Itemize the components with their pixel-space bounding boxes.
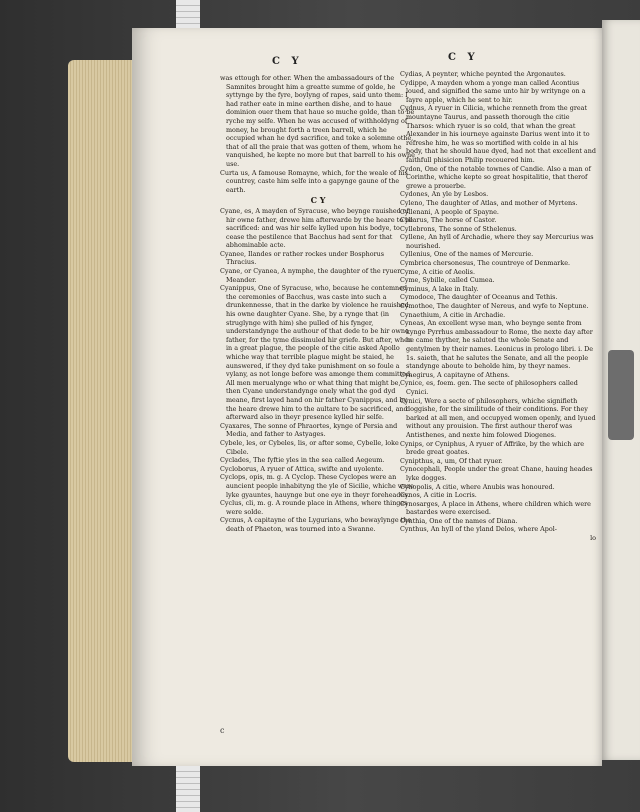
dictionary-entry: Cynici, Were a secte of philosophers, whiche signifieth doggishe, for the similitude of their conditions. For they barked at all men, and occupyed women openly, and lyued without any prouision. The first authour therof was Antisthenes, and nexte him folowed Diogenes. xyxy=(400,396,596,439)
dictionary-entry: Cynthia, One of the names of Diana. xyxy=(400,516,518,525)
dictionary-entry: Cynthus, An hyll of the yland Delos, where Apol- xyxy=(400,525,557,534)
dictionary-entry: Cycloborus, A ryuer of Attica, swifte and uyolente. xyxy=(220,464,384,473)
dictionary-entry: Cyllenani, A people of Spayne. xyxy=(400,207,499,216)
dictionary-entry: Cyllarus, The horse of Castor. xyxy=(400,216,497,225)
dictionary-entry: Cyme, A citie of Aeolis. xyxy=(400,267,475,276)
dictionary-entry: Cyaxares, The sonne of Phraortes, kynge of Persia and Media, and father to Astyages. xyxy=(220,421,398,439)
catchword: lo xyxy=(590,534,596,543)
dictionary-entry: Cyanippus, One of Syracuse, who, because he contemned the ceremonies of Bacchus, was caste into such a drunkennesse, that in the darke by violence he rauished his owne daughter Cyane. She, by a rynge that (in struglynge with him) she pulled of his fynger, understandynge the authour of that dede to be hir owne father, for the tyme dissimuled hir griefe. But after, when in a great plague, the people of the citie asked Apollo whiche way that terrible plague might be staied, he aunswered, if they dyd take punishment on so foule a vylany, as not longe before was amonge them committed. All men merualynge who or what thing that might be, then Cyane understandynge onely what the god dyd meane, first layed hand on hir father Cyanippus, and by the heare drewe him to the aultare to be sacrificed, and afterward also in theyr presence kylled hir selfe. xyxy=(220,284,413,422)
dictionary-entry: Cyme, Sybille, called Cumea. xyxy=(400,276,495,285)
left-column xyxy=(220,74,416,533)
dictionary-entry: Cydon, One of the notable townes of Candie. Also a man of Corinthe, whiche kepte so great hospitalitie, that therof grewe a prouerbe. xyxy=(400,164,591,190)
book-clip xyxy=(608,350,634,440)
dictionary-entry: Cymbrica chersonesus, The countreye of Denmarke. xyxy=(400,259,571,268)
dictionary-entry: Cyclops, opis, m. g. A Cyclop. These Cyclopes were an auncient people inhabityng the yle of Sicilie, whiche were lyke gyauntes, hauynge but one eye in theyr foreheades. xyxy=(220,473,414,499)
dictionary-entry: Cyminus, A lake in Italy. xyxy=(400,284,479,293)
right-column xyxy=(400,70,596,543)
dictionary-entry: Cycnus, A capitayne of the Lygurians, who bewaylynge the death of Phaeton, was tourned into a Swanne. xyxy=(220,516,412,533)
page-block-edge xyxy=(68,60,138,762)
dictionary-entry: Cymothoe, The daughter of Nereus, and wyfe to Neptune. xyxy=(400,302,589,311)
section-heading: C Y xyxy=(310,195,326,206)
dictionary-entry: Cydnus, A ryuer in Cilicia, whiche renneth from the great mountayne Taurus, and passeth thorough the citie Tharsos: which ryuer is so cold, that whan the great Alexander in his iourneye againste Darius went into it to refreshe him, he was so mortified with colde in al his body, that he should haue dyed, had not that excellent and faithfull phisicion Philip recouered him. xyxy=(400,104,596,164)
dictionary-entry: Cynos, A citie in Locris. xyxy=(400,491,477,500)
dictionary-entry: Cydippe, A mayden whom a yonge man called Acontius loued, and signified the same unto hir by writynge on a fayre apple, which he sent to hir. xyxy=(400,78,586,104)
dictionary-entry: Cynice, es, foem. gen. The secte of philosophers called Cynici. xyxy=(400,379,578,396)
dictionary-entry: Cynocephali, People under the great Chane, hauing heades lyke dogges. xyxy=(400,465,593,482)
dictionary-entry: Cyclus, cli, m. g. A rounde place in Athens, where thinges were solde. xyxy=(220,499,408,516)
dictionary-entry: Cyane, or Cyanea, A nymphe, the daughter of the ryuer Meander. xyxy=(220,267,401,284)
dictionary-entry: Cyllene, An hyll of Archadie, where they say Mercurius was nourished. xyxy=(400,233,594,250)
dictionary-entry: Cydones, An yle by Lesbos. xyxy=(400,190,489,199)
dictionary-entry: Cyanee, Ilandes or rather rockes under Bosphorus Thracius. xyxy=(220,249,385,267)
dictionary-entry: Cyllebrons, The sonne of Sthelenus. xyxy=(400,224,517,233)
dictionary-entry: Cyclades, The fyftie yles in the sea called Aegeum. xyxy=(220,456,385,465)
dictionary-entry: Cyane, es, A mayden of Syracuse, who beynge rauished of hir owne father, drewe him afterwarde by the heare to be sacrificed: and was hir selfe kylled upon his bodye, to cease the pestilence that Bacchus had sent for that abhominable acte. xyxy=(220,206,413,250)
running-head-left: C Y xyxy=(272,56,303,67)
dictionary-entry: Cyllenius, One of the names of Mercurie. xyxy=(400,250,534,259)
dictionary-entry: Cynopolis, A citie, where Anubis was honoured. xyxy=(400,482,555,491)
dictionary-entry: Cynips, or Cyniphus, A ryuer of Affrike, by the which are brede great goates. xyxy=(400,439,584,457)
dictionary-entry: Cynegirus, A capitayne of Athens. xyxy=(400,370,510,379)
dictionary-entry: was ettough for other. When the ambassadours of the Samnites brought him a greatte summe of golde, he syttynge by the fyre, boylyng of rapes, said unto them: I had rather eate in mine earthen dishe, and to haue dominion ouer them that haue so muche golde, than to be ryche my selfe. When he was accused of withholdyng of money, he brought forth a treen barrell, which he occupied whan he dyd sacrifice, and toke a solemne othe, that of all the praie that was gotten of them, whom he vanquished, he kepte no more but that barrell to his owne use. xyxy=(220,74,415,168)
dictionary-entry: Cydias, A peynter, whiche peynted the Argonautes. xyxy=(400,70,566,78)
dictionary-entry: Cynaethium, A citie in Archadie. xyxy=(400,310,506,319)
dictionary-entry: Cybele, les, or Cybeles, lis, or after some, Cybelle, loke Cibele. xyxy=(220,438,399,456)
scale-ruler-bottom xyxy=(176,760,200,812)
footer-mark: c xyxy=(220,726,225,735)
dictionary-entry: Curta us, A famouse Romayne, which, for the weale of his countrey, caste him selfe into a gapynge gaune of the earth. xyxy=(220,168,408,194)
dictionary-entry: Cyleno, The daughter of Atlas, and mother of Myrtens. xyxy=(400,198,578,207)
dictionary-entry: Cyneas, An excellent wyse man, who beynge sente from kynge Pyrrhus ambassadour to Rome, the nexte day after he came thyther, he saluted the whole Senate and gentylmen by their names. Leonicus in prologo libri. i. De 1s. saieth, that he salutes the Senate, and all the people standynge aboute to beholde him, by theyr names. xyxy=(400,319,594,371)
dictionary-entry: Cymodoce, The daughter of Oceanus and Tethis. xyxy=(400,293,558,302)
dictionary-entry: Cynipthus, a, um, Of that ryuer. xyxy=(400,456,503,465)
running-head-right: C Y xyxy=(448,52,479,63)
dictionary-entry: Cynosarges, A place in Athens, where children which were bastardes were exercised. xyxy=(400,499,591,517)
